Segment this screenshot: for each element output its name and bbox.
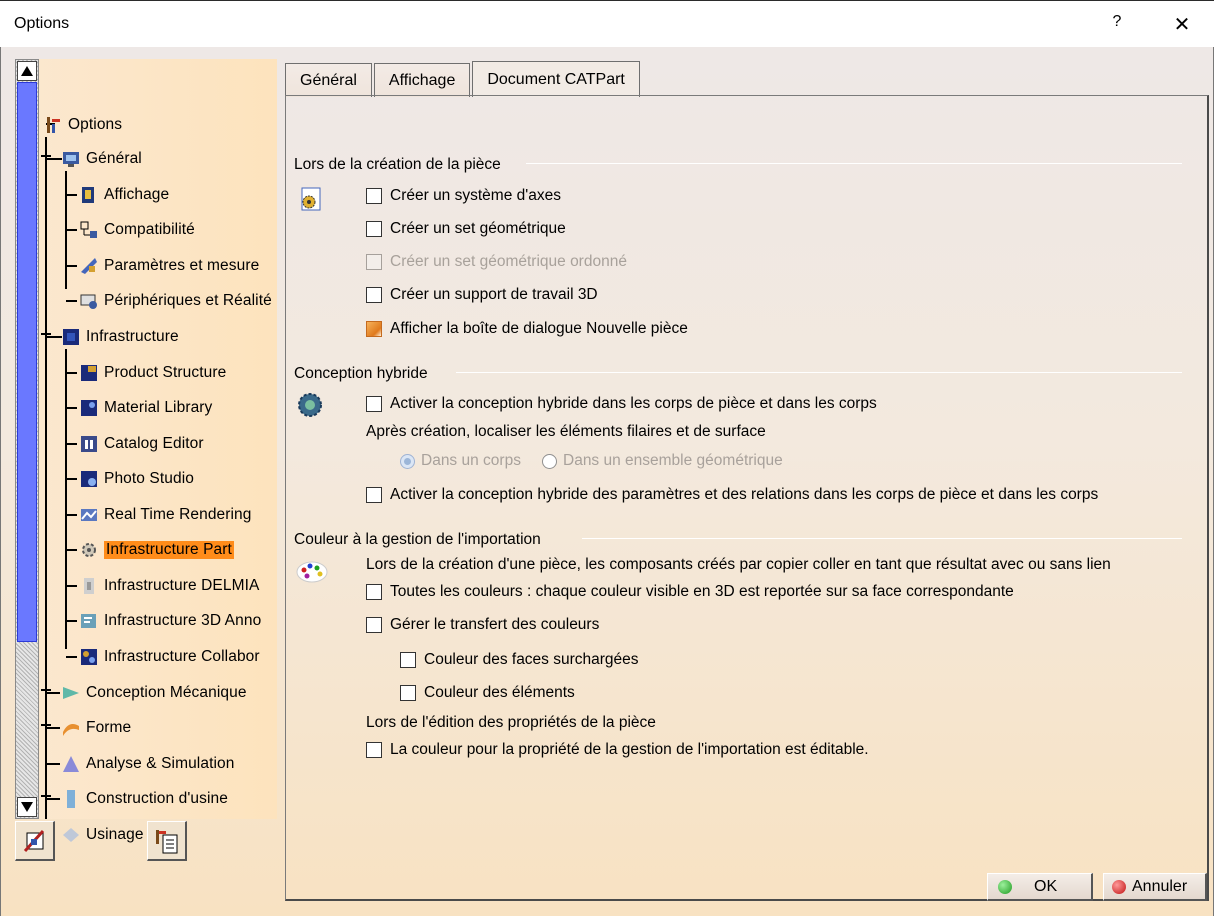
export-options-button[interactable] xyxy=(147,821,187,861)
tree-item-plant[interactable] xyxy=(61,786,228,812)
ok-label: OK xyxy=(1034,877,1058,895)
radio-in-geometric-set xyxy=(542,452,783,470)
tree-label: Compatibilité xyxy=(104,221,195,238)
checkbox xyxy=(366,254,382,270)
option-label: Gérer le transfert des couleurs xyxy=(390,616,600,633)
radio-label: Dans un corps xyxy=(421,452,521,469)
tab-panel-document-catpart xyxy=(285,95,1209,901)
tree-item-devices[interactable] xyxy=(79,288,272,314)
option-create-ordered-geometric-set xyxy=(366,253,627,271)
checkbox[interactable] xyxy=(366,287,382,303)
option-label: La couleur pour la propriété de la gestion de l'importation est éditable. xyxy=(390,741,869,758)
tree-label: Périphériques et Réalité xyxy=(104,292,272,309)
tree-item-material-library[interactable] xyxy=(79,395,212,421)
tree-item-infrastructure[interactable] xyxy=(61,324,179,350)
tree-toolbar xyxy=(15,819,277,864)
tree-label: Construction d'usine xyxy=(86,790,228,807)
infrastructure-icon xyxy=(61,327,81,347)
tree-label: Usinage xyxy=(86,826,144,843)
delmia-icon xyxy=(79,576,99,596)
checkbox[interactable] xyxy=(366,584,382,600)
option-overloaded-face-color[interactable] xyxy=(400,651,639,669)
window-title: Options xyxy=(14,15,70,32)
tree-label: Général xyxy=(86,150,142,167)
tree-label: Infrastructure 3D Anno xyxy=(104,612,262,629)
tree-label: Infrastructure DELMIA xyxy=(104,577,260,594)
tree-item-3d-annotation[interactable] xyxy=(79,608,261,634)
option-label: Activer la conception hybride dans les corps de pièce et dans les corps xyxy=(390,395,877,412)
tree-label: Infrastructure Part xyxy=(106,541,232,558)
option-hybrid-parameters[interactable] xyxy=(366,486,1098,504)
checkbox[interactable] xyxy=(366,742,382,758)
tree-label: Forme xyxy=(86,719,132,736)
tree-label: Affichage xyxy=(104,186,170,203)
tree-item-collaboration[interactable] xyxy=(79,644,260,670)
cancel-icon xyxy=(1112,880,1126,894)
tree-label: Real Time Rendering xyxy=(104,506,252,523)
options-tree[interactable] xyxy=(15,59,277,843)
part-settings-icon xyxy=(296,186,326,218)
tree-label: Infrastructure xyxy=(86,328,179,345)
option-label: Créer un set géométrique xyxy=(390,220,566,237)
hybrid-subtitle xyxy=(366,423,766,441)
tree-label: Photo Studio xyxy=(104,470,194,487)
tab-general[interactable]: Général xyxy=(285,63,372,97)
real-time-rendering-icon xyxy=(79,505,99,525)
tree-label: Material Library xyxy=(104,399,213,416)
section-title-creation: Lors de la création de la pièce xyxy=(294,156,501,173)
tab-document-catpart[interactable]: Document CATPart xyxy=(472,61,640,97)
option-create-3d-work-support[interactable] xyxy=(366,286,598,304)
devices-icon xyxy=(79,291,99,311)
radio-button-selected xyxy=(400,454,415,469)
tree-label: Analyse & Simulation xyxy=(86,755,235,772)
section-divider xyxy=(582,538,1182,539)
option-create-axis-system[interactable] xyxy=(366,187,561,205)
hybrid-design-icon xyxy=(296,392,326,424)
cancel-button[interactable] xyxy=(1103,873,1207,901)
option-color-editable[interactable] xyxy=(366,741,869,759)
tree-label: Paramètres et mesure xyxy=(104,257,260,274)
tree-item-product-structure[interactable] xyxy=(79,360,226,386)
product-structure-icon xyxy=(79,363,99,383)
tree-item-display[interactable] xyxy=(79,182,169,208)
tree-item-options[interactable] xyxy=(43,112,122,138)
option-label: Créer un support de travail 3D xyxy=(390,286,598,303)
tree-item-analysis[interactable] xyxy=(61,751,234,777)
analysis-icon xyxy=(61,754,81,774)
options-root-icon xyxy=(43,115,63,135)
option-manage-color-transfer[interactable] xyxy=(366,616,599,634)
dialog-client xyxy=(0,47,1214,916)
checkbox-checked[interactable] xyxy=(366,321,382,337)
option-show-new-part-dialog[interactable] xyxy=(366,320,688,338)
ok-button[interactable] xyxy=(987,873,1093,901)
edit-properties-title xyxy=(366,714,656,732)
tree-label: Conception Mécanique xyxy=(86,684,247,701)
title-bar xyxy=(0,0,1214,47)
option-label: Activer la conception hybride des paramètres et des relations dans les corps de pièce et dans les corps xyxy=(390,486,1099,503)
checkbox[interactable] xyxy=(366,487,382,503)
color-palette-icon xyxy=(296,560,328,588)
checkbox[interactable] xyxy=(366,221,382,237)
help-button[interactable]: ? xyxy=(1112,13,1122,30)
tree-label: Infrastructure Collabor xyxy=(104,648,260,665)
tab-strip xyxy=(285,63,642,97)
tree-item-photo-studio[interactable] xyxy=(79,466,194,492)
tree-label: Options xyxy=(68,116,123,133)
radio-in-body xyxy=(400,452,521,470)
catalog-editor-icon xyxy=(79,434,99,454)
color-intro-text: Lors de la création d'une pièce, les composants créés par copier coller en tant que résultat avec ou sans lien xyxy=(366,556,1111,573)
option-label: Créer un set géométrique ordonné xyxy=(390,253,627,270)
collaboration-icon xyxy=(79,647,99,667)
checkbox[interactable] xyxy=(400,685,416,701)
option-create-geometric-set[interactable] xyxy=(366,220,566,238)
checkbox[interactable] xyxy=(366,188,382,204)
mechanical-design-icon xyxy=(61,683,81,703)
checkbox[interactable] xyxy=(366,396,382,412)
cancel-label: Annuler xyxy=(1132,877,1188,895)
general-icon xyxy=(61,149,81,169)
tree-item-mechanical-design[interactable] xyxy=(61,680,247,706)
tree-label: Product Structure xyxy=(104,364,227,381)
display-icon xyxy=(79,185,99,205)
edit-properties-text: Lors de l'édition des propriétés de la pièce xyxy=(366,714,656,731)
shape-icon xyxy=(61,718,81,738)
annotation-icon xyxy=(79,611,99,631)
radio-button xyxy=(542,454,557,469)
tree-item-delmia[interactable] xyxy=(79,573,259,599)
tab-display[interactable]: Affichage xyxy=(374,63,470,97)
section-divider xyxy=(526,163,1182,164)
tree-item-catalog-editor[interactable] xyxy=(79,431,204,457)
reset-options-icon xyxy=(21,827,49,855)
material-library-icon xyxy=(79,398,99,418)
section-title-hybrid: Conception hybride xyxy=(294,365,428,382)
photo-studio-icon xyxy=(79,469,99,489)
parameters-icon xyxy=(79,256,99,276)
tree-item-shape[interactable] xyxy=(61,715,131,741)
option-label: Afficher la boîte de dialogue Nouvelle pièce xyxy=(390,320,688,337)
hybrid-subtitle-text: Après création, localiser les éléments filaires et de surface xyxy=(366,423,766,440)
tree-item-compatibility[interactable] xyxy=(79,217,195,243)
option-hybrid-bodies[interactable] xyxy=(366,395,877,413)
option-label: Couleur des éléments xyxy=(424,684,575,701)
ok-icon xyxy=(998,880,1012,894)
close-button[interactable]: ✕ xyxy=(1173,14,1191,36)
tree-item-general[interactable] xyxy=(61,146,142,172)
checkbox[interactable] xyxy=(400,652,416,668)
option-label: Couleur des faces surchargées xyxy=(424,651,639,668)
export-options-icon xyxy=(153,827,181,855)
color-intro xyxy=(366,556,1111,574)
tree-item-real-time-rendering[interactable] xyxy=(79,502,252,528)
reset-options-button[interactable] xyxy=(15,821,55,861)
tree-item-parameters[interactable] xyxy=(79,253,259,279)
option-label: Toutes les couleurs : chaque couleur visible en 3D est reportée sur sa face correspondante xyxy=(390,583,1014,600)
option-all-colors[interactable] xyxy=(366,583,1014,601)
infrastructure-part-icon xyxy=(79,540,99,560)
section-title-color: Couleur à la gestion de l'importation xyxy=(294,531,541,548)
tree-label: Catalog Editor xyxy=(104,435,204,452)
radio-label: Dans un ensemble géométrique xyxy=(563,452,783,469)
option-element-color[interactable] xyxy=(400,684,575,702)
compatibility-icon xyxy=(79,220,99,240)
tree-item-infrastructure-part[interactable] xyxy=(79,537,234,563)
option-label: Créer un système d'axes xyxy=(390,187,561,204)
section-divider xyxy=(456,372,1182,373)
plant-icon xyxy=(61,789,81,809)
checkbox[interactable] xyxy=(366,617,382,633)
